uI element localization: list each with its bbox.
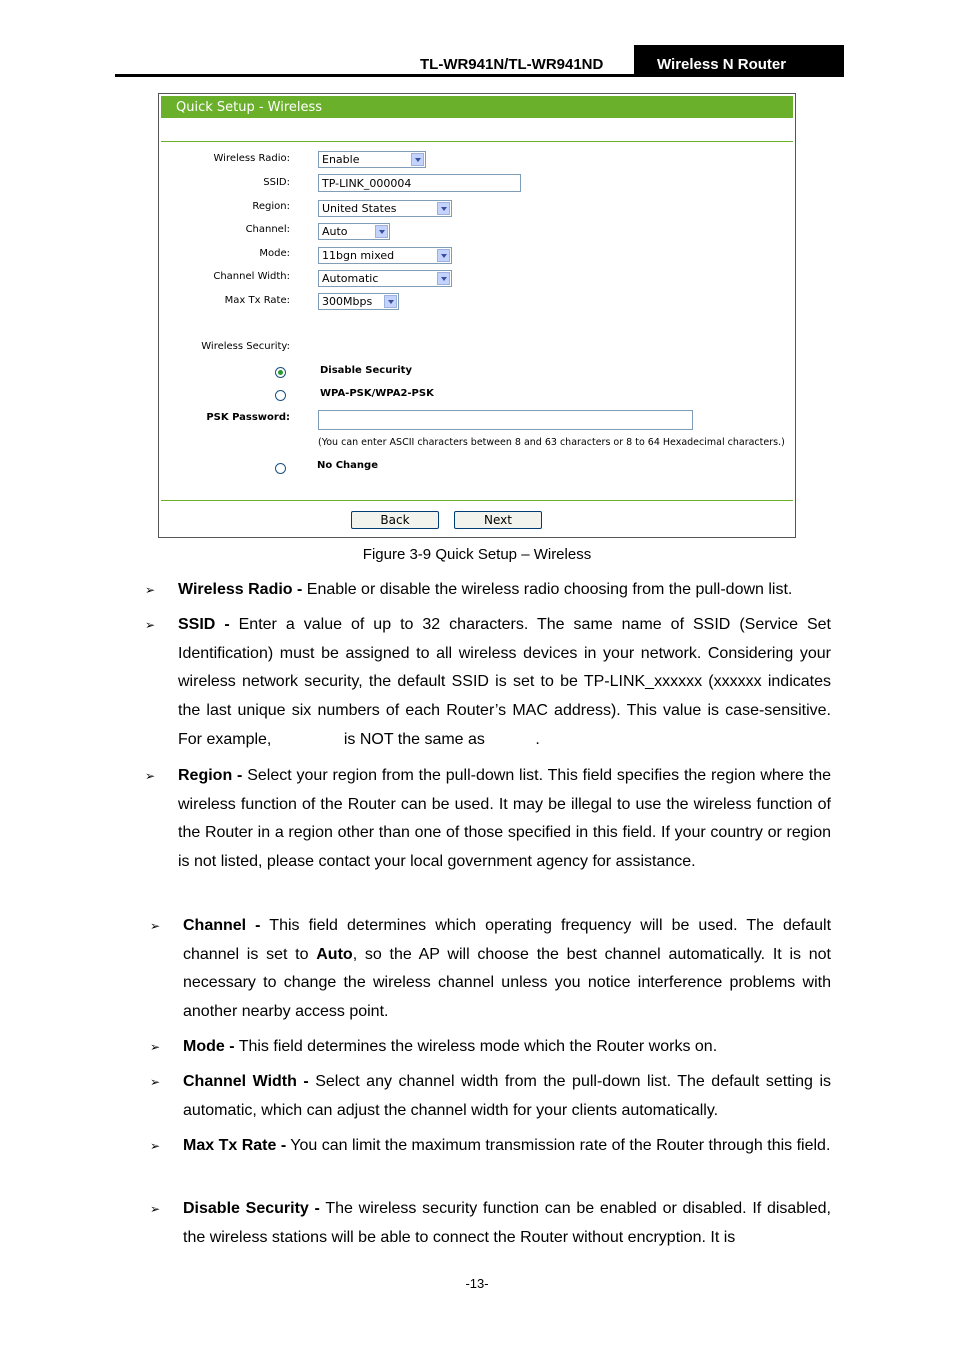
list-item-disable-security: ➢ Disable Security - The wireless security function can be enabled or disabled. If disabled, the wireless stations will be able to connect the Router without encryption. It is	[183, 1195, 831, 1252]
chevron-down-icon	[375, 225, 388, 238]
list-item-region: ➢ Region - Select your region from the pull-down list. This field specifies the region where the wireless function of the Router can be used. It may be illegal to use the wireless function of the Router in a region other than one of those specified in this field. If your country or region is not listed, please contact your local government agency for assistance.	[178, 762, 831, 877]
ssid-input[interactable]: TP-LINK_000004	[318, 174, 521, 192]
chevron-down-icon	[437, 202, 450, 215]
region-select[interactable]: United States	[318, 200, 452, 217]
channel-label: Channel:	[245, 224, 290, 235]
psk-password-input[interactable]	[318, 410, 693, 430]
max-tx-rate-select[interactable]: 300Mbps	[318, 293, 399, 310]
psk-password-label: PSK Password:	[206, 412, 290, 423]
channel-select[interactable]: Auto	[318, 223, 390, 240]
list-item-max-tx-rate: ➢ Max Tx Rate - You can limit the maximum transmission rate of the Router through this field.	[183, 1132, 831, 1161]
page-number: -13-	[465, 1276, 489, 1291]
chevron-down-icon	[437, 249, 450, 262]
bullet-arrow-icon: ➢	[150, 1075, 161, 1089]
screenshot-title: Quick Setup - Wireless	[176, 100, 323, 115]
bullet-arrow-icon: ➢	[150, 919, 161, 933]
bullet-arrow-icon: ➢	[150, 1040, 161, 1054]
wpa-psk-radio[interactable]	[275, 390, 286, 401]
bullet-arrow-icon: ➢	[145, 618, 156, 632]
list-item-channel-width: ➢ Channel Width - Select any channel width from the pull-down list. The default setting is automatic, which can adjust the channel width for your clients automatically.	[183, 1068, 831, 1125]
header-product-box	[634, 45, 844, 77]
region-label: Region:	[252, 201, 290, 212]
chevron-down-icon	[411, 153, 424, 166]
no-change-radio[interactable]	[275, 463, 286, 474]
psk-hint: (You can enter ASCII characters between 8 and 63 characters or 8 to 64 Hexadecimal characters.)	[318, 437, 785, 448]
header-product: Wireless N Router	[657, 56, 787, 73]
footer-divider	[161, 500, 793, 501]
title-divider	[161, 141, 793, 142]
chevron-down-icon	[384, 295, 397, 308]
ssid-label: SSID:	[263, 177, 290, 188]
mode-select[interactable]: 11bgn mixed	[318, 247, 452, 264]
disable-security-radio[interactable]	[275, 367, 286, 378]
next-button[interactable]: Next	[454, 511, 542, 529]
channel-width-label: Channel Width:	[213, 271, 290, 282]
mode-label: Mode:	[259, 248, 290, 259]
wireless-security-label: Wireless Security:	[201, 341, 290, 352]
no-change-label: No Change	[317, 460, 378, 471]
wireless-radio-select[interactable]: Enable	[318, 151, 426, 168]
max-tx-rate-label: Max Tx Rate:	[224, 295, 290, 306]
wireless-radio-label: Wireless Radio:	[213, 153, 290, 164]
header-rule	[115, 74, 844, 77]
bullet-arrow-icon: ➢	[150, 1139, 161, 1153]
screenshot-title-bar	[161, 96, 793, 118]
list-item-wireless-radio: ➢ Wireless Radio - Enable or disable the wireless radio choosing from the pull-down list.	[178, 576, 831, 605]
header-model: TL-WR941N/TL-WR941ND	[420, 56, 604, 73]
channel-width-select[interactable]: Automatic	[318, 270, 452, 287]
back-button[interactable]: Back	[351, 511, 439, 529]
wpa-psk-label: WPA-PSK/WPA2-PSK	[320, 388, 434, 399]
disable-security-label: Disable Security	[320, 365, 412, 376]
bullet-arrow-icon: ➢	[145, 583, 156, 597]
chevron-down-icon	[437, 272, 450, 285]
list-item-channel: ➢ Channel - This field determines which operating frequency will be used. The default channel is set to Auto, so the AP will choose the best channel automatically. It is not necessary to change the wireless channel unless you notice interference problems with another nearby access point.	[183, 912, 831, 1027]
figure-caption: Figure 3-9 Quick Setup – Wireless	[362, 546, 592, 563]
bullet-arrow-icon: ➢	[150, 1202, 161, 1216]
quick-setup-screenshot	[158, 93, 796, 538]
list-item-ssid: ➢ SSID - Enter a value of up to 32 characters. The same name of SSID (Service Set Identification) must be assigned to all wireless devices in your network. Considering your wireless network security, the default SSID is set to be TP-LINK_xxxxxx (xxxxxx indicates the last unique six numbers of each Router’s MAC address). This value is case-sensitive. For example, is NOT the same as .	[178, 611, 831, 755]
list-item-mode: ➢ Mode - This field determines the wireless mode which the Router works on.	[183, 1033, 831, 1062]
bullet-arrow-icon: ➢	[145, 769, 156, 783]
